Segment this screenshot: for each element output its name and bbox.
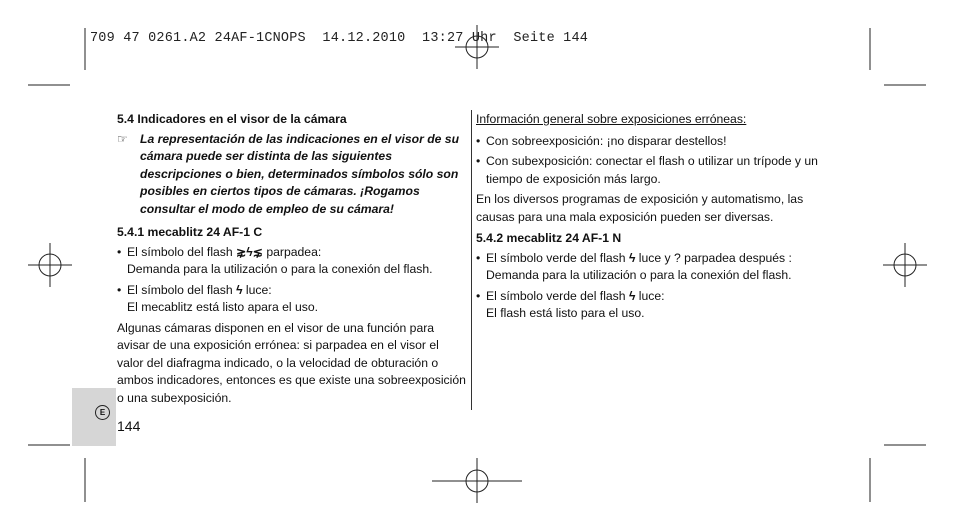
list-item: • El símbolo verde del flash ϟ luce y ? parpadea después : Demanda para la utilización o para la conexión del flash. [476, 250, 826, 285]
list-item: • El símbolo verde del flash ϟ luce: El flash está listo para el uso. [476, 288, 826, 323]
print-header: 709 47 0261.A2 24AF-1CNOPS 14.12.2010 13:27 Uhr Seite 144 [90, 31, 589, 46]
flash-blinking-icon: ⋧ϟ⋦ [236, 244, 263, 259]
paragraph: En los diversos programas de exposición y automatismo, las causas para una mala exposición pueden ser diversas. [476, 192, 804, 224]
note-text: La representación de las indicaciones en el visor de su cámara puede ser distinta de las siguientes descripciones o bien, determinados símbolos sólo son posibles en ciertos tipos de cámaras. ¡Rogamos consultar el modo de empleo de su cámara! [140, 131, 460, 216]
subsection-heading-n: 5.4.2 mecablitz 24 AF-1 N [476, 231, 622, 245]
right-column [476, 111, 826, 326]
paragraph: Algunas cámaras disponen en el visor de una función para avisar de una exposición errónea: si parpadea en el visor el valor del diafragma indicado, o la velocidad de obturación o ambos indicadores, entonces es que existe una sobreexposición o una subexposición. [117, 320, 466, 405]
page-number: 144 [117, 418, 141, 434]
camera-note [117, 131, 467, 219]
list-item: • Con subexposición: conectar el flash o utilizar un trípode y un tiempo de exposición más largo. [476, 153, 826, 188]
section-heading: 5.4 Indicadores en el visor de la cámara [117, 112, 347, 126]
info-heading: Información general sobre exposiciones erróneas: [476, 112, 747, 126]
column-divider [471, 110, 472, 410]
flash-icon: ϟ [236, 282, 243, 297]
list-item: • El símbolo del flash ⋧ϟ⋦ parpadea: Demanda para la utilización o para la conexión del flash. [117, 244, 467, 279]
subsection-heading-c: 5.4.1 mecablitz 24 AF-1 C [117, 225, 263, 239]
left-column [117, 111, 467, 411]
list-item: • Con sobreexposición: ¡no disparar destellos! [476, 133, 826, 151]
pointing-hand-icon: ☞ [117, 131, 128, 146]
flash-icon: ϟ [628, 288, 636, 303]
flash-icon: ϟ [628, 250, 636, 265]
language-badge: E [95, 405, 110, 420]
list-item: • El símbolo del flash ϟ luce: El mecablitz está listo apara el uso. [117, 282, 467, 317]
language-tab [72, 388, 116, 446]
